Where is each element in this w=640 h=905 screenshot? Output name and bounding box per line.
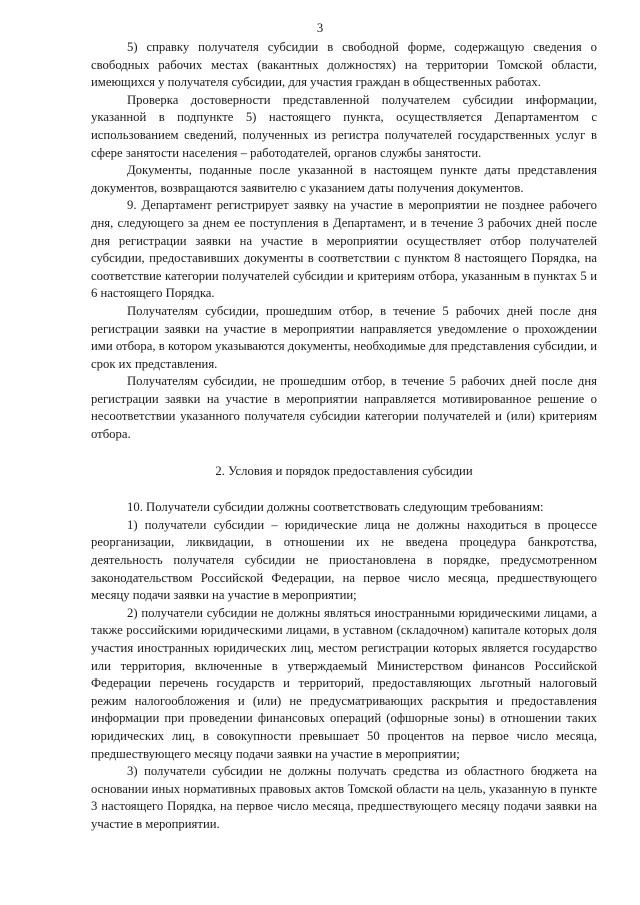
section-heading: 2. Условия и порядок предоставления субсидии [215,463,473,478]
paragraph-failed-selection: Получателям субсидии, не прошедшим отбор, в течение 5 рабочих дней после дня регистрации заявки на участие в мероприятии направляется мотивированное решение о несоответствии указанного получателя субсидии категории получателей и (или) критериям отбора. [91,374,597,442]
paragraph-late-documents: Документы, поданные после указанной в настоящем пункте даты представления документов, возвращаются заявителю с указанием даты получения документов. [91,163,597,195]
paragraph-item10-requirements: 10. Получатели субсидии должны соответствовать следующим требованиям: [127,500,544,515]
paragraph-item5-certificate: 5) справку получателя субсидии в свободной форме, содержащую сведения о свободных рабочих местах (вакантных должностях) на территории Томской области, имеющихся у получателя субсидии, для участия граждан в общественных работах. [91,40,597,90]
paragraph-item9-registration: 9. Департамент регистрирует заявку на участие в мероприятии не позднее рабочего дня, следующего за днем ее поступления в Департамент, и в течение 3 рабочих дней после дня регистрации заявки на участие в мероприятии осуществляет отбор получателей субсидии, предоставивших документы в соответствии с пунктом 8 настоящего Порядка, на соответствие категории получателей субсидии и критериям отбора, указанным в пунктах 5 и 6 настоящего Порядка. [91,198,597,301]
page-number: 3 [316,21,324,35]
paragraph-requirement-2: 2) получатели субсидии не должны являться иностранными юридическими лицами, а также российскими юридическими лицами, в уставном (складочном) капитале которых доля участия иностранных юридических лиц, местом регистрации которых является государство или территория, включенные в утверждаемый Министерством финансов Российской Федерации перечень государств и территорий, предоставляющих льготный налоговый режим налогообложения и (или) не предусматривающих раскрытия и предоставления информации при проведении финансовых операций (офшорные зоны) в отношении таких юридических лиц, в совокупности превышает 50 процентов на первое число месяца, предшествующего месяцу подачи заявки на участие в мероприятии; [91,605,597,761]
paragraph-requirement-1: 1) получатели субсидии – юридические лица не должны находиться в процессе реорганизации, ликвидации, в отношении их не введена процедура банкротства, деятельность получателя субсидии не приостановлена в порядке, предусмотренном законодательством Российской Федерации, на первое число месяца, предшествующего месяцу подачи заявки на участие в мероприятии; [91,517,597,603]
paragraph-verification: Проверка достоверности представленной получателем субсидии информации, указанной в подпункте 5) настоящего пункта, осуществляется Департаментом с использованием сведений, полученных из регистра получателей государственных услуг в сфере занятости населения – работодателей, органов службы занятости. [91,92,597,160]
paragraph-requirement-3: 3) получатели субсидии не должны получать средства из областного бюджета на основании иных нормативных правовых актов Томской области на цель, указанную в пункте 3 настоящего Порядка, на первое число месяца, предшествующего месяцу подачи заявки на участие в мероприятии. [91,764,597,831]
document-body [91,39,597,834]
paragraph-passed-selection: Получателям субсидии, прошедшим отбор, в течение 5 рабочих дней после дня регистрации заявки на участие в мероприятии направляется уведомление о прохождении ими отбора, в котором указываются документы, необходимые для представления субсидии, и срок их представления. [91,303,597,371]
